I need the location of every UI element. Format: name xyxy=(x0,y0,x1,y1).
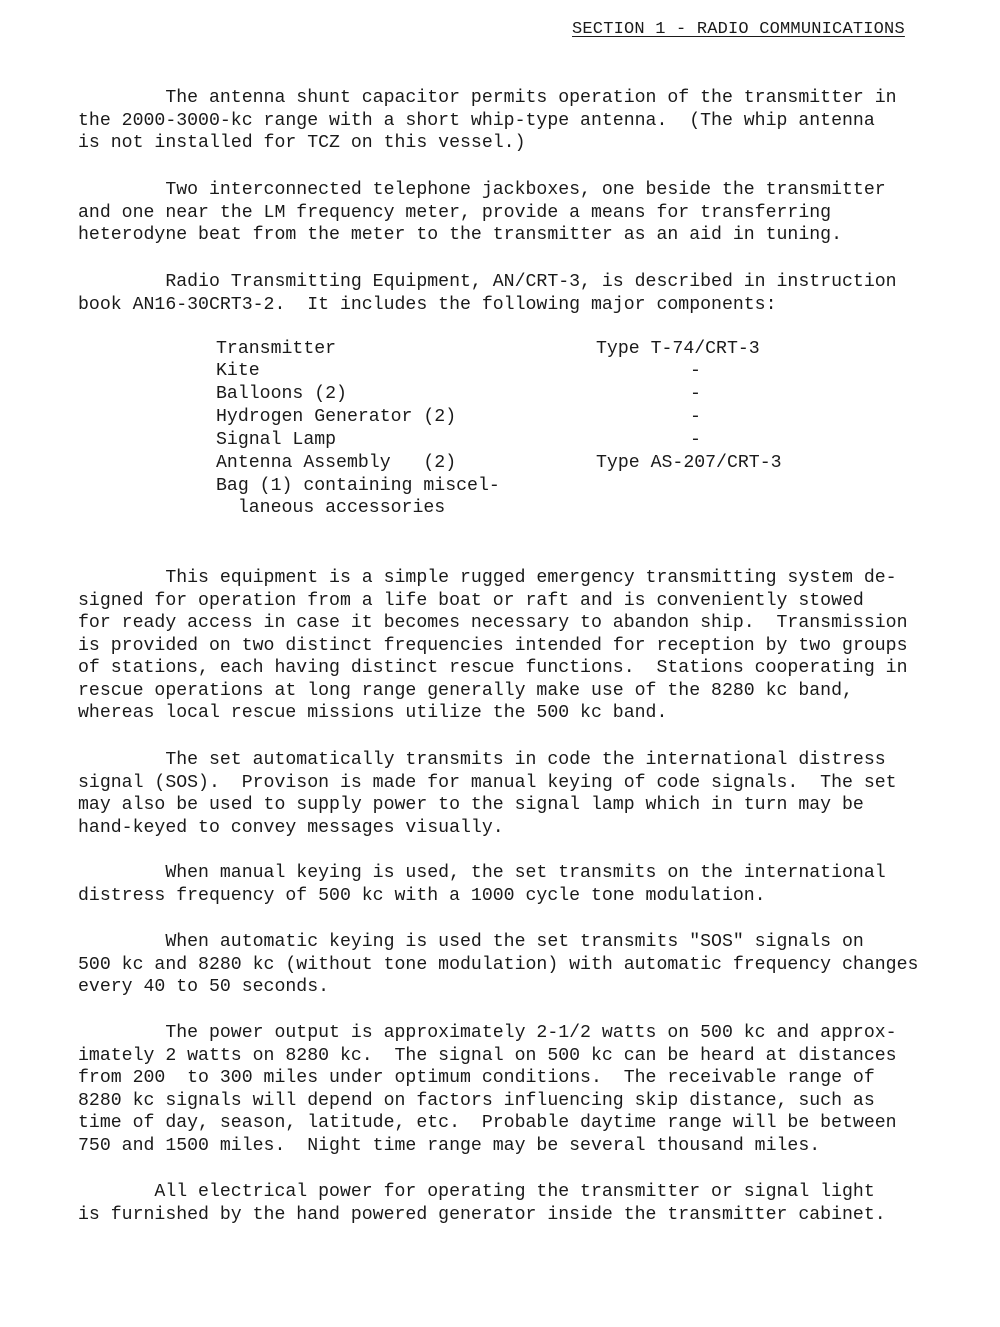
text-line: time of day, season, latitude, etc. Probable daytime range will be between xyxy=(78,1113,897,1133)
text-line: is furnished by the hand powered generator inside the transmitter cabinet. xyxy=(78,1204,886,1225)
text-line: signed for operation from a life boat or raft and is conveniently stowed xyxy=(78,590,864,611)
component-type: Type T-74/CRT-3 xyxy=(596,339,760,359)
component-name: Transmitter xyxy=(216,339,337,359)
text-line: is not installed for TCZ on this vessel.) xyxy=(78,133,526,153)
text-line: may also be used to supply power to the signal lamp which in turn may be xyxy=(78,795,864,815)
component-name: Antenna Assembly (2) xyxy=(216,453,457,473)
paragraph-equipment-description xyxy=(78,567,963,725)
text-line: every 40 to 50 seconds. xyxy=(78,977,330,997)
paragraph-automatic-keying xyxy=(78,931,963,999)
text-line: 750 and 1500 miles. Night time range may be several thousand miles. xyxy=(78,1135,821,1156)
text-line: The antenna shunt capacitor permits operation of the transmitter in xyxy=(78,88,897,108)
text-line: 500 kc and 8280 kc (without tone modulation) with automatic frequency changes xyxy=(78,954,919,975)
text-line: and one near the LM frequency meter, provide a means for transferring xyxy=(78,202,832,223)
component-name: Bag (1) containing miscel- xyxy=(216,476,500,496)
text-line: whereas local rescue missions utilize the 500 kc band. xyxy=(78,703,668,723)
text-line: Two interconnected telephone jackboxes, one beside the transmitter xyxy=(78,180,886,200)
paragraph-power-output xyxy=(78,1022,963,1157)
text-line: rescue operations at long range generally make use of the 8280 kc band, xyxy=(78,680,853,701)
text-line: imately 2 watts on 8280 kc. The signal on 500 kc can be heard at distances xyxy=(78,1045,897,1066)
text-line: hand-keyed to convey messages visually. xyxy=(78,817,504,838)
component-type: - xyxy=(690,361,701,381)
component-row xyxy=(0,429,1000,452)
paragraph-automatic-sos xyxy=(78,749,963,839)
text-line: of stations, each having distinct rescue functions. Stations cooperating in xyxy=(78,658,908,678)
text-line: heterodyne beat from the meter to the transmitter as an aid in tuning. xyxy=(78,225,842,245)
component-row xyxy=(0,360,1000,383)
component-row xyxy=(0,452,1000,475)
paragraph-antenna-capacitor xyxy=(78,87,963,155)
paragraph-electrical-power xyxy=(78,1181,963,1226)
text-line: This equipment is a simple rugged emergency transmitting system de- xyxy=(78,568,897,588)
component-row xyxy=(0,497,1000,520)
component-type: Type AS-207/CRT-3 xyxy=(596,453,782,473)
component-row xyxy=(0,475,1000,498)
text-line: for ready access in case it becomes necessary to abandon ship. Transmission xyxy=(78,613,908,633)
component-row xyxy=(0,338,1000,361)
section-header: SECTION 1 - RADIO COMMUNICATIONS xyxy=(572,20,905,39)
text-line: distress frequency of 500 kc with a 1000 cycle tone modulation. xyxy=(78,885,766,906)
text-line: When manual keying is used, the set transmits on the international xyxy=(78,863,886,883)
paragraph-equipment-intro xyxy=(78,271,963,316)
component-name: Balloons (2) xyxy=(216,384,347,404)
text-line: 8280 kc signals will depend on factors influencing skip distance, such as xyxy=(78,1090,875,1111)
text-line: The power output is approximately 2-1/2 watts on 500 kc and approx- xyxy=(78,1023,897,1043)
text-line: All electrical power for operating the transmitter or signal light xyxy=(78,1182,875,1202)
text-line: from 200 to 300 miles under optimum conditions. The receivable range of xyxy=(78,1068,875,1088)
text-line: is provided on two distinct frequencies intended for reception by two groups xyxy=(78,635,908,656)
component-row xyxy=(0,406,1000,429)
text-line: When automatic keying is used the set transmits "SOS" signals on xyxy=(78,932,864,952)
component-name: laneous accessories xyxy=(216,498,446,518)
paragraph-manual-keying xyxy=(78,862,963,907)
component-name: Hydrogen Generator (2) xyxy=(216,407,457,427)
text-line: Radio Transmitting Equipment, AN/CRT-3, is described in instruction xyxy=(78,272,897,292)
text-line: book AN16-30CRT3-2. It includes the following major components: xyxy=(78,294,777,315)
component-type: - xyxy=(690,407,701,427)
component-name: Kite xyxy=(216,361,260,381)
text-line: The set automatically transmits in code the international distress xyxy=(78,750,886,770)
component-name: Signal Lamp xyxy=(216,430,337,450)
component-row xyxy=(0,383,1000,406)
component-type: - xyxy=(690,384,701,404)
component-type: - xyxy=(690,430,701,450)
text-line: the 2000-3000-kc range with a short whip-type antenna. (The whip antenna xyxy=(78,110,875,131)
paragraph-jackboxes xyxy=(78,179,963,247)
text-line: signal (SOS). Provison is made for manual keying of code signals. The set xyxy=(78,772,897,793)
